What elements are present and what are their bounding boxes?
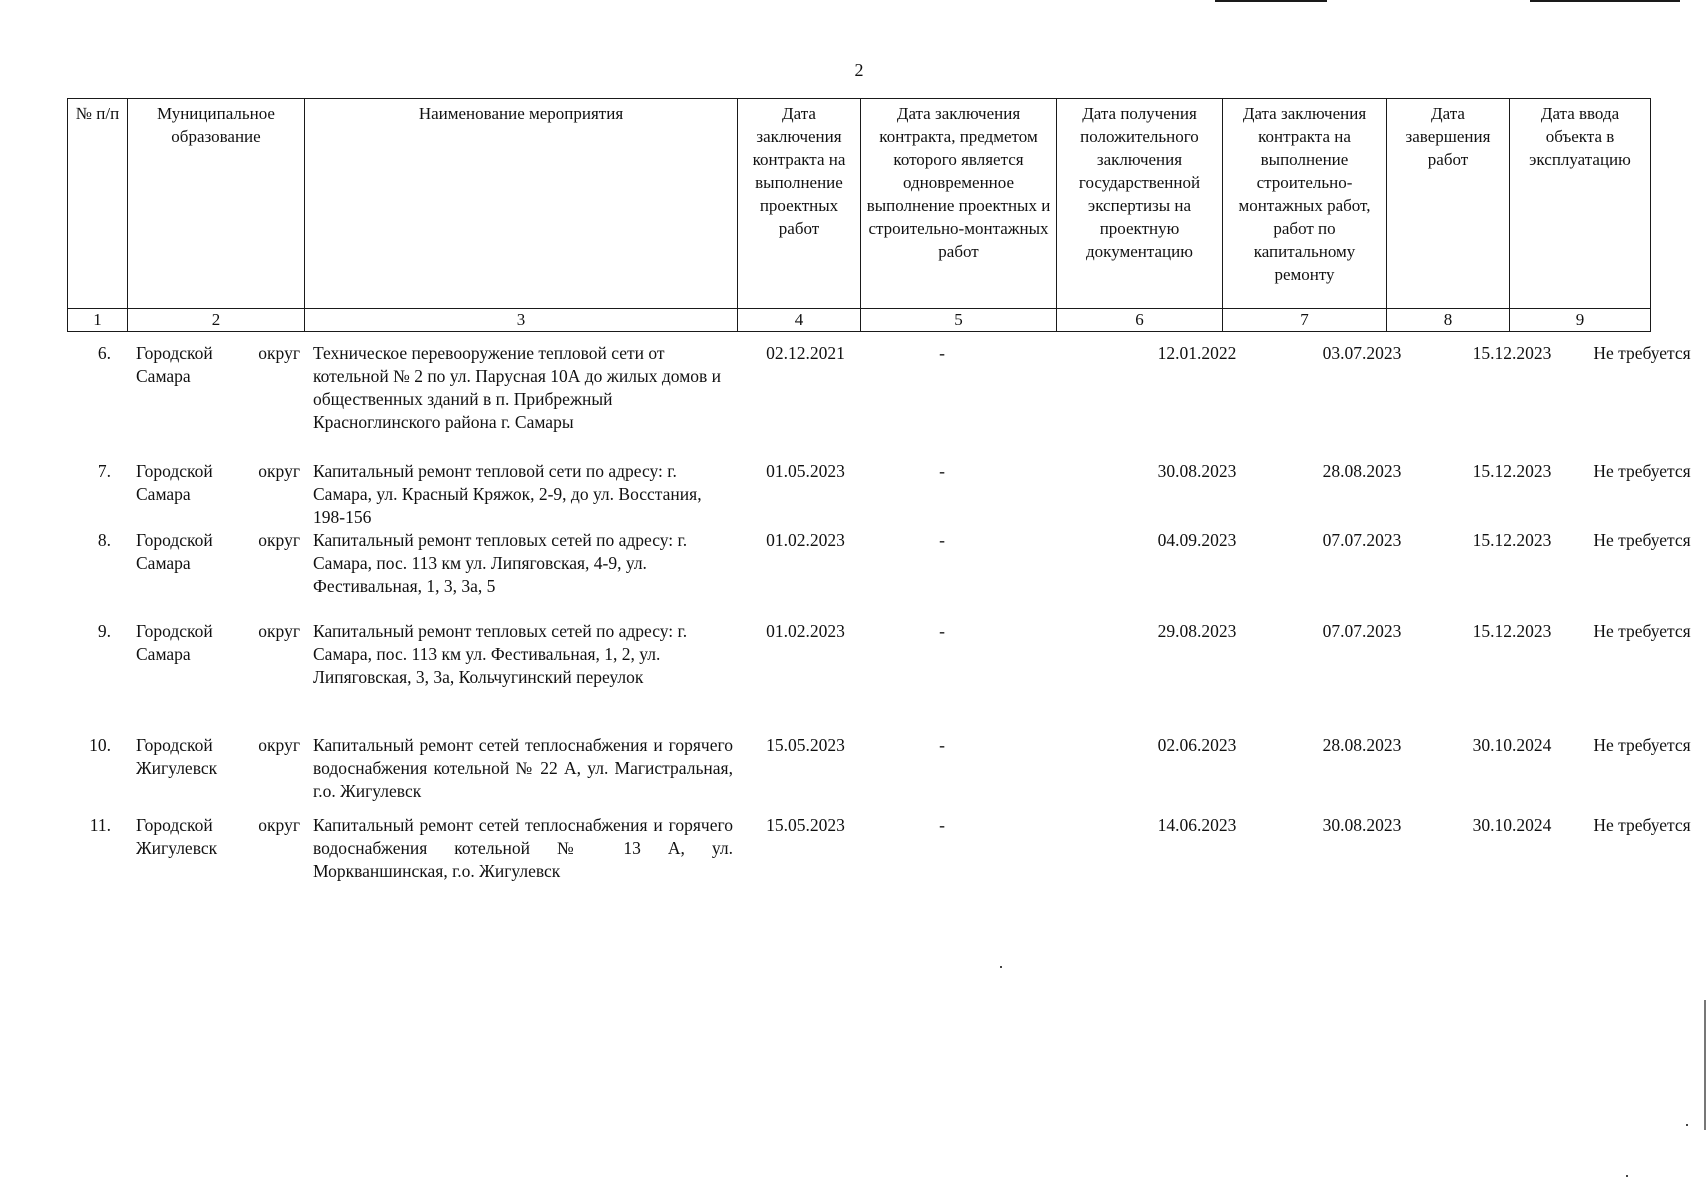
municipality-type: Городской [136,461,213,481]
commissioning-date: Не требуется [1593,343,1691,363]
commissioning-date: Не требуется [1593,815,1691,835]
construction-contract-date: 03.07.2023 [1322,343,1402,363]
event-name: Капитальный ремонт тепловых сетей по адресу: г. Самара, пос. 113 км ул. Липяговская, 4-9, ул. Фестивальная, 1, 3, 3а, 5 [313,530,688,596]
header-cell-design-contract-date: Дата заключения контракта на выполнение проектных работ [738,99,861,309]
municipality-city: Самара [136,484,191,504]
completion-date: 30.10.2024 [1472,815,1552,835]
construction-contract-date: 07.07.2023 [1322,530,1402,550]
expertise-date: 29.08.2023 [1157,621,1237,641]
expertise-date: 14.06.2023 [1157,815,1237,835]
completion-date: 15.12.2023 [1472,621,1552,641]
combined-contract-date: - [939,621,945,641]
municipality-city: Жигулевск [136,758,218,778]
row-number: 11. [89,815,111,835]
scan-speck [1000,966,1002,968]
scan-line-top-1 [1215,0,1327,2]
column-number: 8 [1387,309,1510,332]
header-cell-construction-contract-date: Дата заключения контракта на выполнение строительно-монтажных работ, работ по капитальному ремонту [1223,99,1387,309]
row-number: 9. [97,621,111,641]
header-cell-combined-contract-date: Дата заключения контракта, предметом которого является одновременное выполнение проектных и строительно-монтажных работ [861,99,1057,309]
commissioning-date: Не требуется [1593,735,1691,755]
municipality-type: округ [258,461,300,481]
construction-contract-date: 28.08.2023 [1322,461,1402,481]
completion-date: 15.12.2023 [1472,343,1552,363]
municipality-type: Городской [136,621,213,641]
expertise-date: 04.09.2023 [1157,530,1237,550]
municipality-type: Городской [136,343,213,363]
commissioning-date: Не требуется [1593,461,1691,481]
municipality-type: Городской [136,735,213,755]
construction-contract-date: 30.08.2023 [1322,815,1402,835]
expertise-date: 12.01.2022 [1157,343,1237,363]
design-contract-date: 02.12.2021 [766,343,845,363]
row-number: 10. [89,735,111,755]
municipality [136,529,300,575]
header-cell-municipality: Муниципальное образование [128,99,305,309]
column-number: 3 [305,309,738,332]
column-number: 5 [861,309,1057,332]
column-number: 1 [68,309,128,332]
commissioning-date: Не требуется [1593,530,1691,550]
scan-speck [1626,1175,1628,1177]
column-number: 6 [1057,309,1223,332]
event-name: Капитальный ремонт сетей теплоснабжения и горячего водоснабжения котельной № 22 А, ул. Магистральная, г.о. Жигулевск [313,735,733,801]
header-cell-expertise-date: Дата получения положительного заключения государственной экспертизы на проектную документацию [1057,99,1223,309]
design-contract-date: 15.05.2023 [766,735,845,755]
municipality [136,342,300,388]
design-contract-date: 01.02.2023 [766,530,845,550]
municipality-type: Городской [136,815,213,835]
combined-contract-date: - [939,461,945,481]
municipality [136,814,300,860]
design-contract-date: 15.05.2023 [766,815,845,835]
municipality-city: Жигулевск [136,838,218,858]
scan-line-right-edge [1704,1000,1706,1130]
completion-date: 15.12.2023 [1472,530,1552,550]
municipality [136,620,300,666]
design-contract-date: 01.05.2023 [766,461,845,481]
municipality-type: округ [258,815,300,835]
design-contract-date: 01.02.2023 [766,621,845,641]
column-number: 7 [1223,309,1387,332]
completion-date: 15.12.2023 [1472,461,1552,481]
municipality [136,460,300,506]
row-number: 7. [97,461,111,481]
column-number: 9 [1510,309,1651,332]
municipality-type: округ [258,735,300,755]
scan-speck [1686,1124,1688,1126]
combined-contract-date: - [939,530,945,550]
municipality-city: Самара [136,366,191,386]
municipality [136,734,300,780]
row-number: 8. [97,530,111,550]
event-name: Техническое перевооружение тепловой сети от котельной № 2 по ул. Парусная 10А до жилых домов и общественных зданий в п. Прибрежный Красноглинского района г. Самары [313,343,722,432]
header-cell-completion-date: Дата завершения работ [1387,99,1510,309]
header-cell-number: № п/п [68,99,128,309]
combined-contract-date: - [939,343,945,363]
header-cell-event-name: Наименование мероприятия [305,99,738,309]
column-number: 2 [128,309,305,332]
construction-contract-date: 28.08.2023 [1322,735,1402,755]
combined-contract-date: - [939,735,945,755]
page-number: 2 [854,60,864,80]
row-number: 6. [97,343,111,363]
event-name: Капитальный ремонт тепловых сетей по адресу: г. Самара, пос. 113 км ул. Фестивальная, 1, 2, ул. Липяговская, 3, 3а, Кольчугинский переулок [313,621,688,687]
municipality-type: округ [258,343,300,363]
event-name: Капитальный ремонт тепловой сети по адресу: г. Самара, ул. Красный Кряжок, 2-9, до ул. Восстания, 198-156 [313,461,702,527]
expertise-date: 02.06.2023 [1157,735,1237,755]
municipality-type: округ [258,530,300,550]
table-header [67,98,1651,332]
completion-date: 30.10.2024 [1472,735,1552,755]
municipality-type: Городской [136,530,213,550]
header-cell-commissioning-date: Дата ввода объекта в эксплуатацию [1510,99,1651,309]
municipality-city: Самара [136,553,191,573]
municipality-city: Самара [136,644,191,664]
municipality-type: округ [258,621,300,641]
scan-line-top-2 [1530,0,1680,2]
expertise-date: 30.08.2023 [1157,461,1237,481]
event-name: Капитальный ремонт сетей теплоснабжения и горячего водоснабжения котельной № 13 А, ул. Моркваншинская, г.о. Жигулевск [313,815,733,881]
commissioning-date: Не требуется [1593,621,1691,641]
construction-contract-date: 07.07.2023 [1322,621,1402,641]
column-number: 4 [738,309,861,332]
combined-contract-date: - [939,815,945,835]
